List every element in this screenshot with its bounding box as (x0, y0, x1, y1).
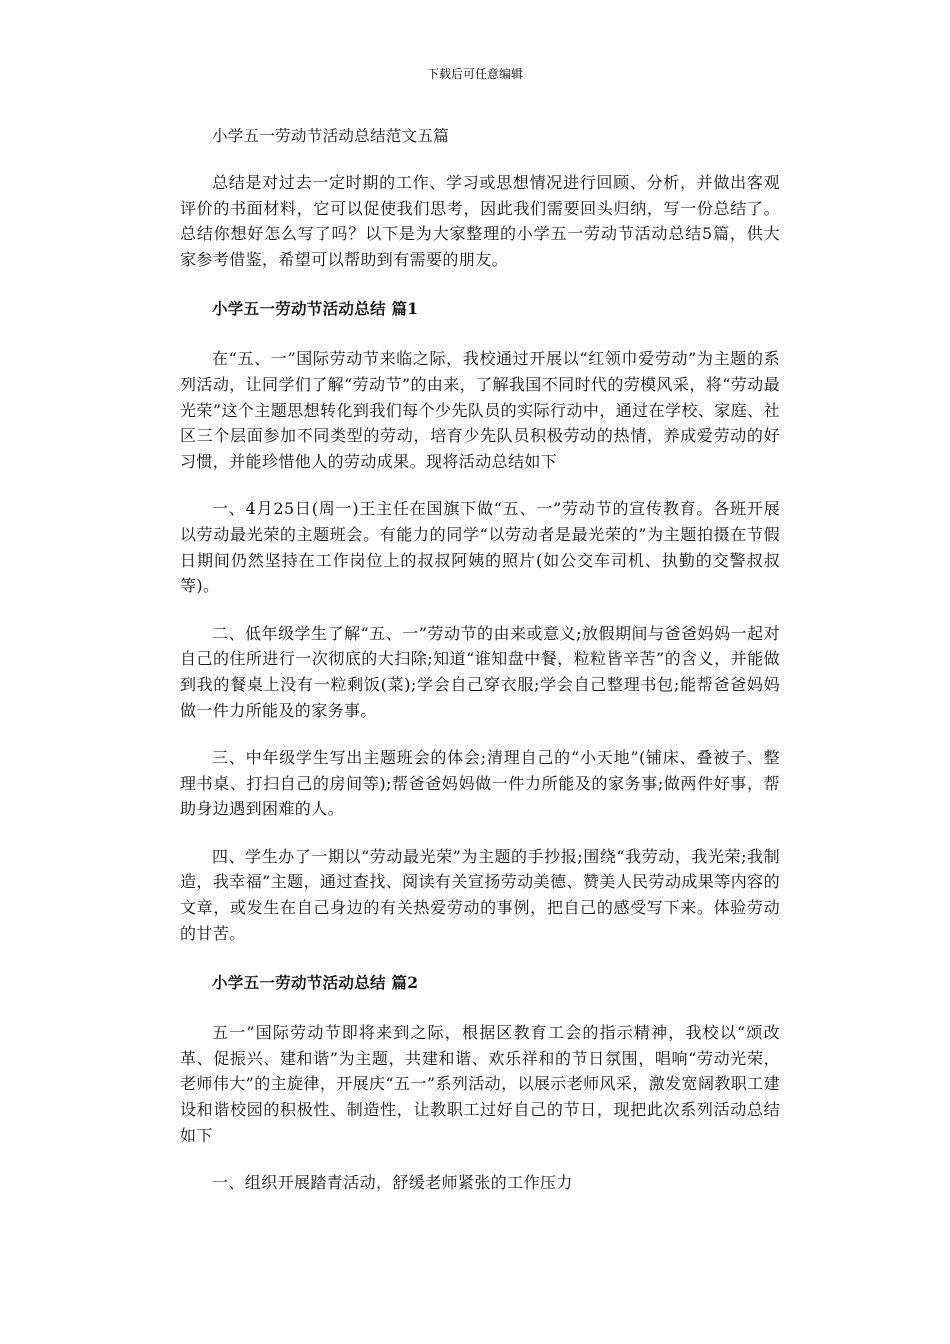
section-1-paragraph: 在“五、一”国际劳动节来临之际，我校通过开展以“红领巾爱劳动”为主题的系列活动，让同学们了解“劳动节”的由来，了解我国不同时代的劳模风采，将“劳动最光荣”这个主题思想转化到我们每个少先队员的实际行动中，通过在学校、家庭、社区三个层面参加不同类型的劳动，培育少先队员积极劳动的热情，养成爱劳动的好习惯，并能珍惜他人的劳动成果。现将活动总结如下 (180, 349, 780, 471)
section-2-paragraph: 一、组织开展踏青活动，舒缓老师紧张的工作压力 (212, 1173, 573, 1193)
spacer (180, 946, 780, 970)
header-note: 下载后可任意编辑 (426, 67, 523, 81)
spacer (180, 272, 780, 296)
section-1-paragraph: 二、低年级学生了解“五、一”劳动节的由来或意义;放假期间与爸爸妈妈一起对自己的住所进行一次彻底的大扫除;知道“谁知盘中餐，粒粒皆辛苦”的含义，并能做到我的餐桌上没有一粒剩饭(菜);学会自己穿衣服;学会自己整理书包;能帮爸爸妈妈做一件力所能及的家务事。 (180, 623, 780, 720)
spacer (180, 474, 780, 496)
section-1-paragraph: 一、4月25日(周一)王主任在国旗下做“五、一”劳动节的宣传教育。各班开展以劳动最光荣的主题班会。有能力的同学“以劳动者是最光荣的”为主题拍摄在节假日期间仍然坚持在工作岗位上的叔叔阿姨的照片(如公交车司机、执勤的交警叔叔等)。 (180, 499, 780, 596)
document-body (180, 122, 780, 1196)
section-1-paragraph: 三、中年级学生写出主题班会的体会;清理自己的“小天地”(铺床、叠被子、整理书桌、打扫自己的房间等);帮爸爸妈妈做一件力所能及的家务事;做两件好事，帮助身边遇到困难的人。 (180, 748, 780, 819)
spacer (180, 723, 780, 745)
document-title: 小学五一劳动节活动总结范文五篇 (212, 127, 450, 145)
spacer (180, 822, 780, 844)
spacer (180, 996, 780, 1020)
section-1-paragraph: 四、学生办了一期以“劳动最光荣”为主题的手抄报;围绕“我劳动，我光荣;我制造，我幸福”主题，通过查找、阅读有关宣扬劳动美德、赞美人民劳动成果等内容的文章，或发生在自己身边的有关热爱劳动的事例，把自己的感受写下来。体验劳动的甘苦。 (180, 846, 780, 943)
spacer (180, 150, 780, 170)
spacer (180, 322, 780, 346)
intro-paragraph: 总结是对过去一定时期的工作、学习或思想情况进行回顾、分析，并做出客观评价的书面材料，它可以促使我们思考，因此我们需要回头归纳，写一份总结了。总结你想好怎么写了吗？以下是为大家整理的小学五一劳动节活动总结5篇，供大家参考借鉴，希望可以帮助到有需要的朋友。 (180, 173, 780, 269)
spacer (180, 1148, 780, 1170)
section-2-paragraph: 五一”国际劳动节即将来到之际，根据区教育工会的指示精神，我校以“颂改革、促振兴、建和谐”为主题，共建和谐、欢乐祥和的节日氛围，唱响“劳动光荣，老师伟大”的主旋律，开展庆“五一”系列活动，以展示老师风采，激发宽阔教职工建设和谐校园的积极性、制造性，让教职工过好自己的节日，现把此次系列活动总结如下 (180, 1023, 780, 1145)
section-2-heading: 小学五一劳动节活动总结 篇2 (212, 973, 419, 993)
spacer (180, 599, 780, 621)
section-1-heading: 小学五一劳动节活动总结 篇1 (212, 299, 419, 319)
